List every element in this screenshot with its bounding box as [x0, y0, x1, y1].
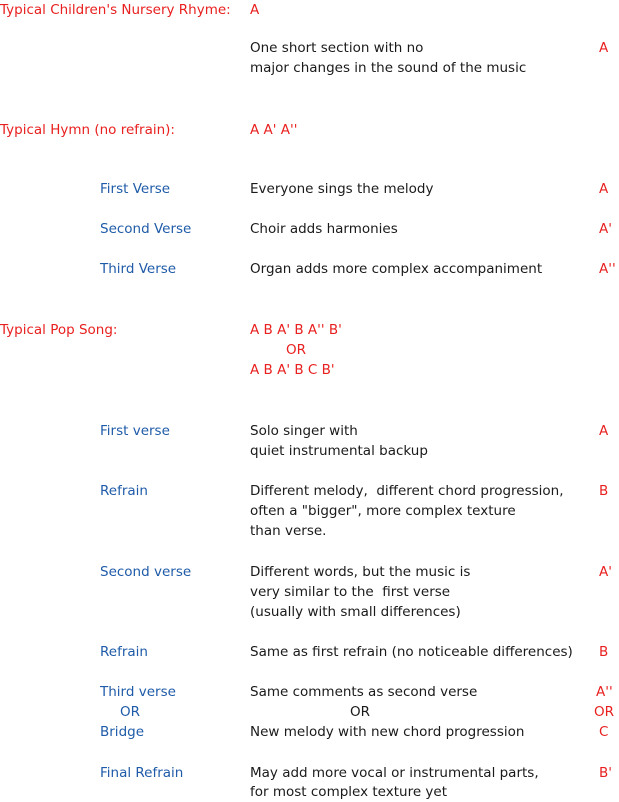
nursery-letter: A — [599, 40, 609, 56]
hymn-description-third-verse: Organ adds more complex accompaniment — [250, 261, 543, 277]
pop-form-2: A B A' B C B' — [250, 362, 335, 378]
pop-description-refrain-2: often a "bigger", more complex texture — [250, 503, 516, 519]
nursery-description-line-1: One short section with no — [250, 40, 424, 56]
pop-letter-final-refrain: B' — [599, 765, 612, 781]
pop-letter-second-verse: A' — [599, 564, 612, 580]
nursery-heading: Typical Children's Nursery Rhyme: — [0, 2, 231, 18]
pop-letter-or: OR — [594, 704, 615, 720]
hymn-section-third-verse: Third Verse — [100, 261, 177, 277]
pop-letter-refrain-2: B — [599, 644, 609, 660]
pop-section-final-refrain: Final Refrain — [100, 765, 184, 781]
pop-description-final-refrain-2: for most complex texture yet — [250, 784, 448, 800]
hymn-form: A A' A'' — [250, 122, 298, 138]
pop-form-or: OR — [286, 342, 307, 358]
pop-description-second-verse-3: (usually with small differences) — [250, 604, 461, 620]
pop-description-refrain-2-line: Same as first refrain (no noticeable differences) — [250, 644, 573, 660]
hymn-letter-second-verse: A' — [599, 221, 612, 237]
hymn-description-first-verse: Everyone sings the melody — [250, 181, 434, 197]
hymn-section-second-verse: Second Verse — [100, 221, 192, 237]
pop-section-bridge: Bridge — [100, 724, 145, 740]
pop-letter-third-verse: A'' — [596, 684, 613, 700]
pop-description-second-verse-1: Different words, but the music is — [250, 564, 471, 580]
pop-section-first-verse: First verse — [100, 423, 170, 439]
nursery-form: A — [250, 2, 260, 18]
pop-letter-first-verse: A — [599, 423, 609, 439]
hymn-heading: Typical Hymn (no refrain): — [0, 122, 175, 138]
pop-section-or: OR — [120, 704, 141, 720]
hymn-letter-first-verse: A — [599, 181, 609, 197]
pop-description-first-verse-1: Solo singer with — [250, 423, 358, 439]
pop-form-1: A B A' B A'' B' — [250, 322, 342, 338]
pop-description-second-verse-2: very similar to the first verse — [250, 584, 451, 600]
pop-description-or: OR — [350, 704, 371, 720]
pop-description-refrain-3: than verse. — [250, 523, 327, 539]
pop-description-refrain-1: Different melody, different chord progression, — [250, 483, 564, 499]
pop-letter-bridge: C — [599, 724, 609, 740]
pop-heading: Typical Pop Song: — [0, 322, 118, 338]
nursery-description-line-2: major changes in the sound of the music — [250, 60, 527, 76]
pop-section-refrain-2: Refrain — [100, 644, 148, 660]
hymn-section-first-verse: First Verse — [100, 181, 171, 197]
pop-description-first-verse-2: quiet instrumental backup — [250, 443, 428, 459]
pop-section-third-verse: Third verse — [100, 684, 176, 700]
pop-description-third-verse: Same comments as second verse — [250, 684, 478, 700]
pop-description-bridge: New melody with new chord progression — [250, 724, 525, 740]
pop-letter-refrain: B — [599, 483, 609, 499]
pop-section-refrain: Refrain — [100, 483, 148, 499]
pop-section-second-verse: Second verse — [100, 564, 192, 580]
hymn-letter-third-verse: A'' — [599, 261, 616, 277]
hymn-description-second-verse: Choir adds harmonies — [250, 221, 398, 237]
pop-description-final-refrain-1: May add more vocal or instrumental parts, — [250, 765, 539, 781]
